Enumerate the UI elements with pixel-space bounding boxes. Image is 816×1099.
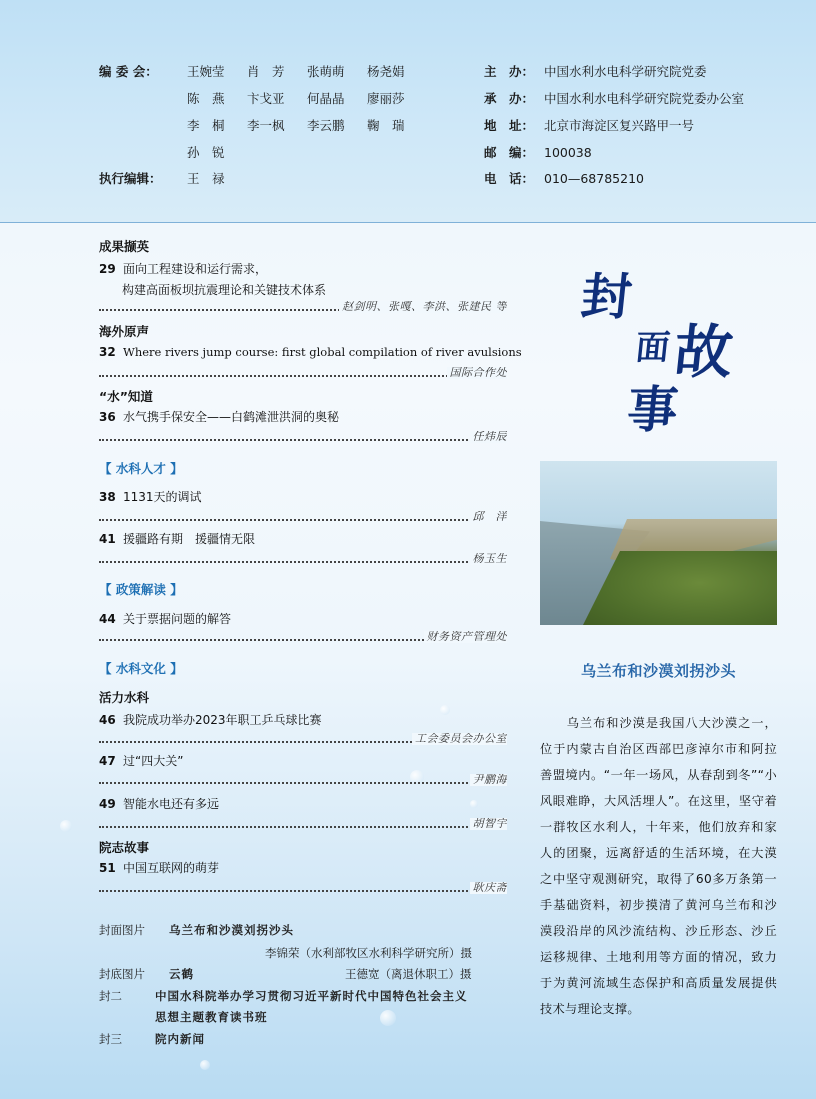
toc-page-number: 41	[99, 532, 116, 546]
toc-page-number: 49	[99, 797, 116, 811]
toc-author: 尹鹏海	[470, 774, 508, 786]
executive-editor: 王 禄	[187, 171, 225, 186]
toc-item[interactable]	[99, 610, 231, 627]
toc-item-title: 智能水电还有多远	[123, 797, 220, 811]
toc-column-title: 【 水科文化 】	[99, 661, 183, 676]
cover-story-body	[540, 710, 777, 1022]
postcode-label: 邮 编：	[484, 145, 535, 160]
toc-leader	[99, 553, 507, 565]
toc-leader	[99, 631, 507, 643]
board-member: 陈 燕	[187, 91, 225, 106]
toc-item-title: 关于票据问题的解答	[123, 612, 232, 626]
cover-story-text: 乌兰布和沙漠是我国八大沙漠之一，位于内蒙古自治区西部巴彦淖尔市和阿拉善盟境内。“一年一场风，从春刮到冬”“小风眼难睁，大风活埋人”。在这里，坚守着一群牧区水利人，十年来，他们放弃和家人的团聚，远离舒适的生活环境，在大漠之中坚守观测研究，取得了60多万条第一手基础资料，初步摸清了黄河乌兰布和沙漠段沿岸的风沙流结构、沙丘形态、沙丘运移规律、土地利用等方面的情况，致力于为黄河流域生态保护和高质量发展提供技术与理论支撑。	[540, 716, 777, 1016]
toc-author: 任炜辰	[470, 431, 508, 443]
cover-value: 乌兰布和沙漠刘拐沙头	[169, 923, 294, 937]
toc-item-title: 中国互联网的萌芽	[123, 861, 220, 875]
editorial-board-row-2	[187, 91, 405, 107]
toc-item[interactable]	[99, 795, 219, 812]
masthead	[0, 0, 816, 223]
cover-label: 封三	[99, 1032, 122, 1046]
board-member: 肖 芳	[247, 64, 285, 79]
toc-item[interactable]	[99, 752, 183, 769]
cover-story-title-char: 事	[624, 380, 681, 439]
front-cover-credit	[99, 922, 294, 938]
phone: 010—68785210	[544, 171, 644, 186]
photo-credit: 李锦荣（水利部牧区水利科学研究所）摄	[265, 946, 472, 960]
cover-story-title-char: 面	[633, 328, 672, 368]
back-cover-credit	[99, 966, 194, 982]
toc-page-number: 46	[99, 713, 116, 727]
toc-column-title: 【 水科人才 】	[99, 461, 183, 476]
water-drop-decoration	[380, 1010, 396, 1026]
board-member: 廖丽莎	[367, 91, 405, 106]
water-drop-decoration	[60, 820, 72, 832]
cover-label: 封面图片	[99, 923, 145, 937]
toc-item-title: 1131天的调试	[123, 490, 202, 504]
toc-section-title: 海外原声	[99, 324, 150, 339]
editorial-board-row-4	[187, 145, 225, 161]
water-drop-decoration	[200, 1060, 210, 1070]
board-member: 张萌萌	[307, 64, 345, 79]
editorial-board-row-3	[187, 118, 405, 134]
toc-section-title: 活力水科	[99, 690, 150, 705]
address-label: 地 址：	[484, 118, 535, 133]
toc-item-title: 援疆路有期 援疆情无限	[123, 532, 256, 546]
toc-author: 杨玉生	[470, 553, 508, 565]
photo-credit: 王德宽（离退休职工）摄	[345, 967, 472, 981]
postcode-row	[484, 145, 592, 161]
cover-photo	[540, 461, 777, 625]
toc-leader	[99, 431, 507, 443]
editorial-board-row-1	[99, 64, 405, 80]
cover-label: 封底图片	[99, 967, 145, 981]
toc-page-number: 36	[99, 410, 116, 424]
toc-leader	[99, 367, 507, 379]
toc-page-number: 44	[99, 612, 116, 626]
toc-item-title: 面向工程建设和运行需求，	[123, 262, 268, 276]
cover-value: 院内新闻	[155, 1032, 205, 1046]
toc-item[interactable]	[99, 859, 219, 876]
toc-item[interactable]	[99, 260, 267, 277]
executive-editor-row	[99, 171, 225, 187]
cover-photo-caption: 乌兰布和沙漠刘拐沙头	[580, 662, 736, 680]
toc-item[interactable]	[99, 345, 522, 359]
organizer: 中国水利水电科学研究院党委办公室	[544, 91, 745, 106]
toc-page-number: 51	[99, 861, 116, 875]
board-member: 李 桐	[187, 118, 225, 133]
cover-value: 中国水科院举办学习贯彻习近平新时代中国特色社会主义	[155, 989, 468, 1003]
toc-author: 国际合作处	[447, 367, 508, 379]
toc-author: 工会委员会办公室	[412, 733, 507, 745]
toc-section-title: 成果撷英	[99, 239, 150, 254]
cover-story-title-char: 封	[578, 267, 635, 326]
toc-leader	[99, 511, 507, 523]
board-member: 李云鹏	[307, 118, 345, 133]
toc-leader	[99, 301, 507, 313]
board-member: 孙 锐	[187, 145, 225, 160]
toc-leader	[99, 818, 507, 830]
toc-section-title: 院志故事	[99, 840, 150, 855]
toc-page-number: 29	[99, 262, 116, 276]
sponsor: 中国水利水电科学研究院党委	[544, 64, 707, 79]
toc-item[interactable]	[99, 408, 339, 425]
cover-story-title-char: 故	[670, 318, 737, 386]
postcode: 100038	[544, 145, 592, 160]
board-member: 王婉莹	[187, 64, 225, 79]
toc-item[interactable]	[99, 488, 202, 505]
toc-author: 邱 洋	[470, 511, 508, 523]
toc-item-title-continued: 构建高面板坝抗震理论和关键技术体系	[122, 283, 327, 297]
toc-leader	[99, 882, 507, 894]
board-member: 杨尧娟	[367, 64, 405, 79]
toc-page-number: 38	[99, 490, 116, 504]
inside-front-cover	[99, 988, 468, 1004]
cover-value-continued: 思想主题教育读书班	[155, 1010, 268, 1024]
toc-author: 财务资产管理处	[424, 631, 508, 643]
toc-author: 赵剑明、张嘎、李洪、张建民 等	[339, 301, 507, 313]
toc-item-title: Where rivers jump course: first global compilation of river avulsions	[123, 345, 522, 359]
address: 北京市海淀区复兴路甲一号	[544, 118, 695, 133]
organizer-row	[484, 91, 744, 107]
cover-label: 封二	[99, 989, 122, 1003]
sponsor-row	[484, 64, 707, 80]
toc-page-number: 32	[99, 345, 116, 359]
editorial-board-label: 编 委 会：	[99, 64, 158, 79]
organizer-label: 承 办：	[484, 91, 535, 106]
address-row	[484, 118, 694, 134]
board-member: 卞戈亚	[247, 91, 285, 106]
toc-item-title: 水气携手保安全——白鹤滩泄洪洞的奥秘	[123, 410, 340, 424]
toc-leader	[99, 774, 507, 786]
toc-item-title: 过“四大关”	[123, 754, 184, 768]
toc-item[interactable]	[99, 530, 255, 547]
executive-editor-label: 执行编辑：	[99, 171, 162, 186]
toc-author: 耿庆斋	[470, 882, 508, 894]
board-member: 鞠 瑞	[367, 118, 405, 133]
inside-back-cover	[99, 1031, 205, 1047]
toc-leader	[99, 733, 507, 745]
phone-row	[484, 171, 644, 187]
sponsor-label: 主 办：	[484, 64, 535, 79]
toc-section-title: “水”知道	[99, 389, 153, 404]
water-drop-decoration	[470, 800, 478, 808]
board-member: 何晶晶	[307, 91, 345, 106]
toc-item[interactable]	[99, 711, 322, 728]
cover-value: 云鹤	[169, 967, 194, 981]
toc-item-title: 我院成功举办2023年职工乒乓球比赛	[123, 713, 322, 727]
phone-label: 电 话：	[484, 171, 535, 186]
water-drop-decoration	[440, 705, 450, 715]
toc-author: 胡智宇	[470, 818, 508, 830]
toc-page-number: 47	[99, 754, 116, 768]
toc-column-title: 【 政策解读 】	[99, 582, 183, 597]
board-member: 李一枫	[247, 118, 285, 133]
